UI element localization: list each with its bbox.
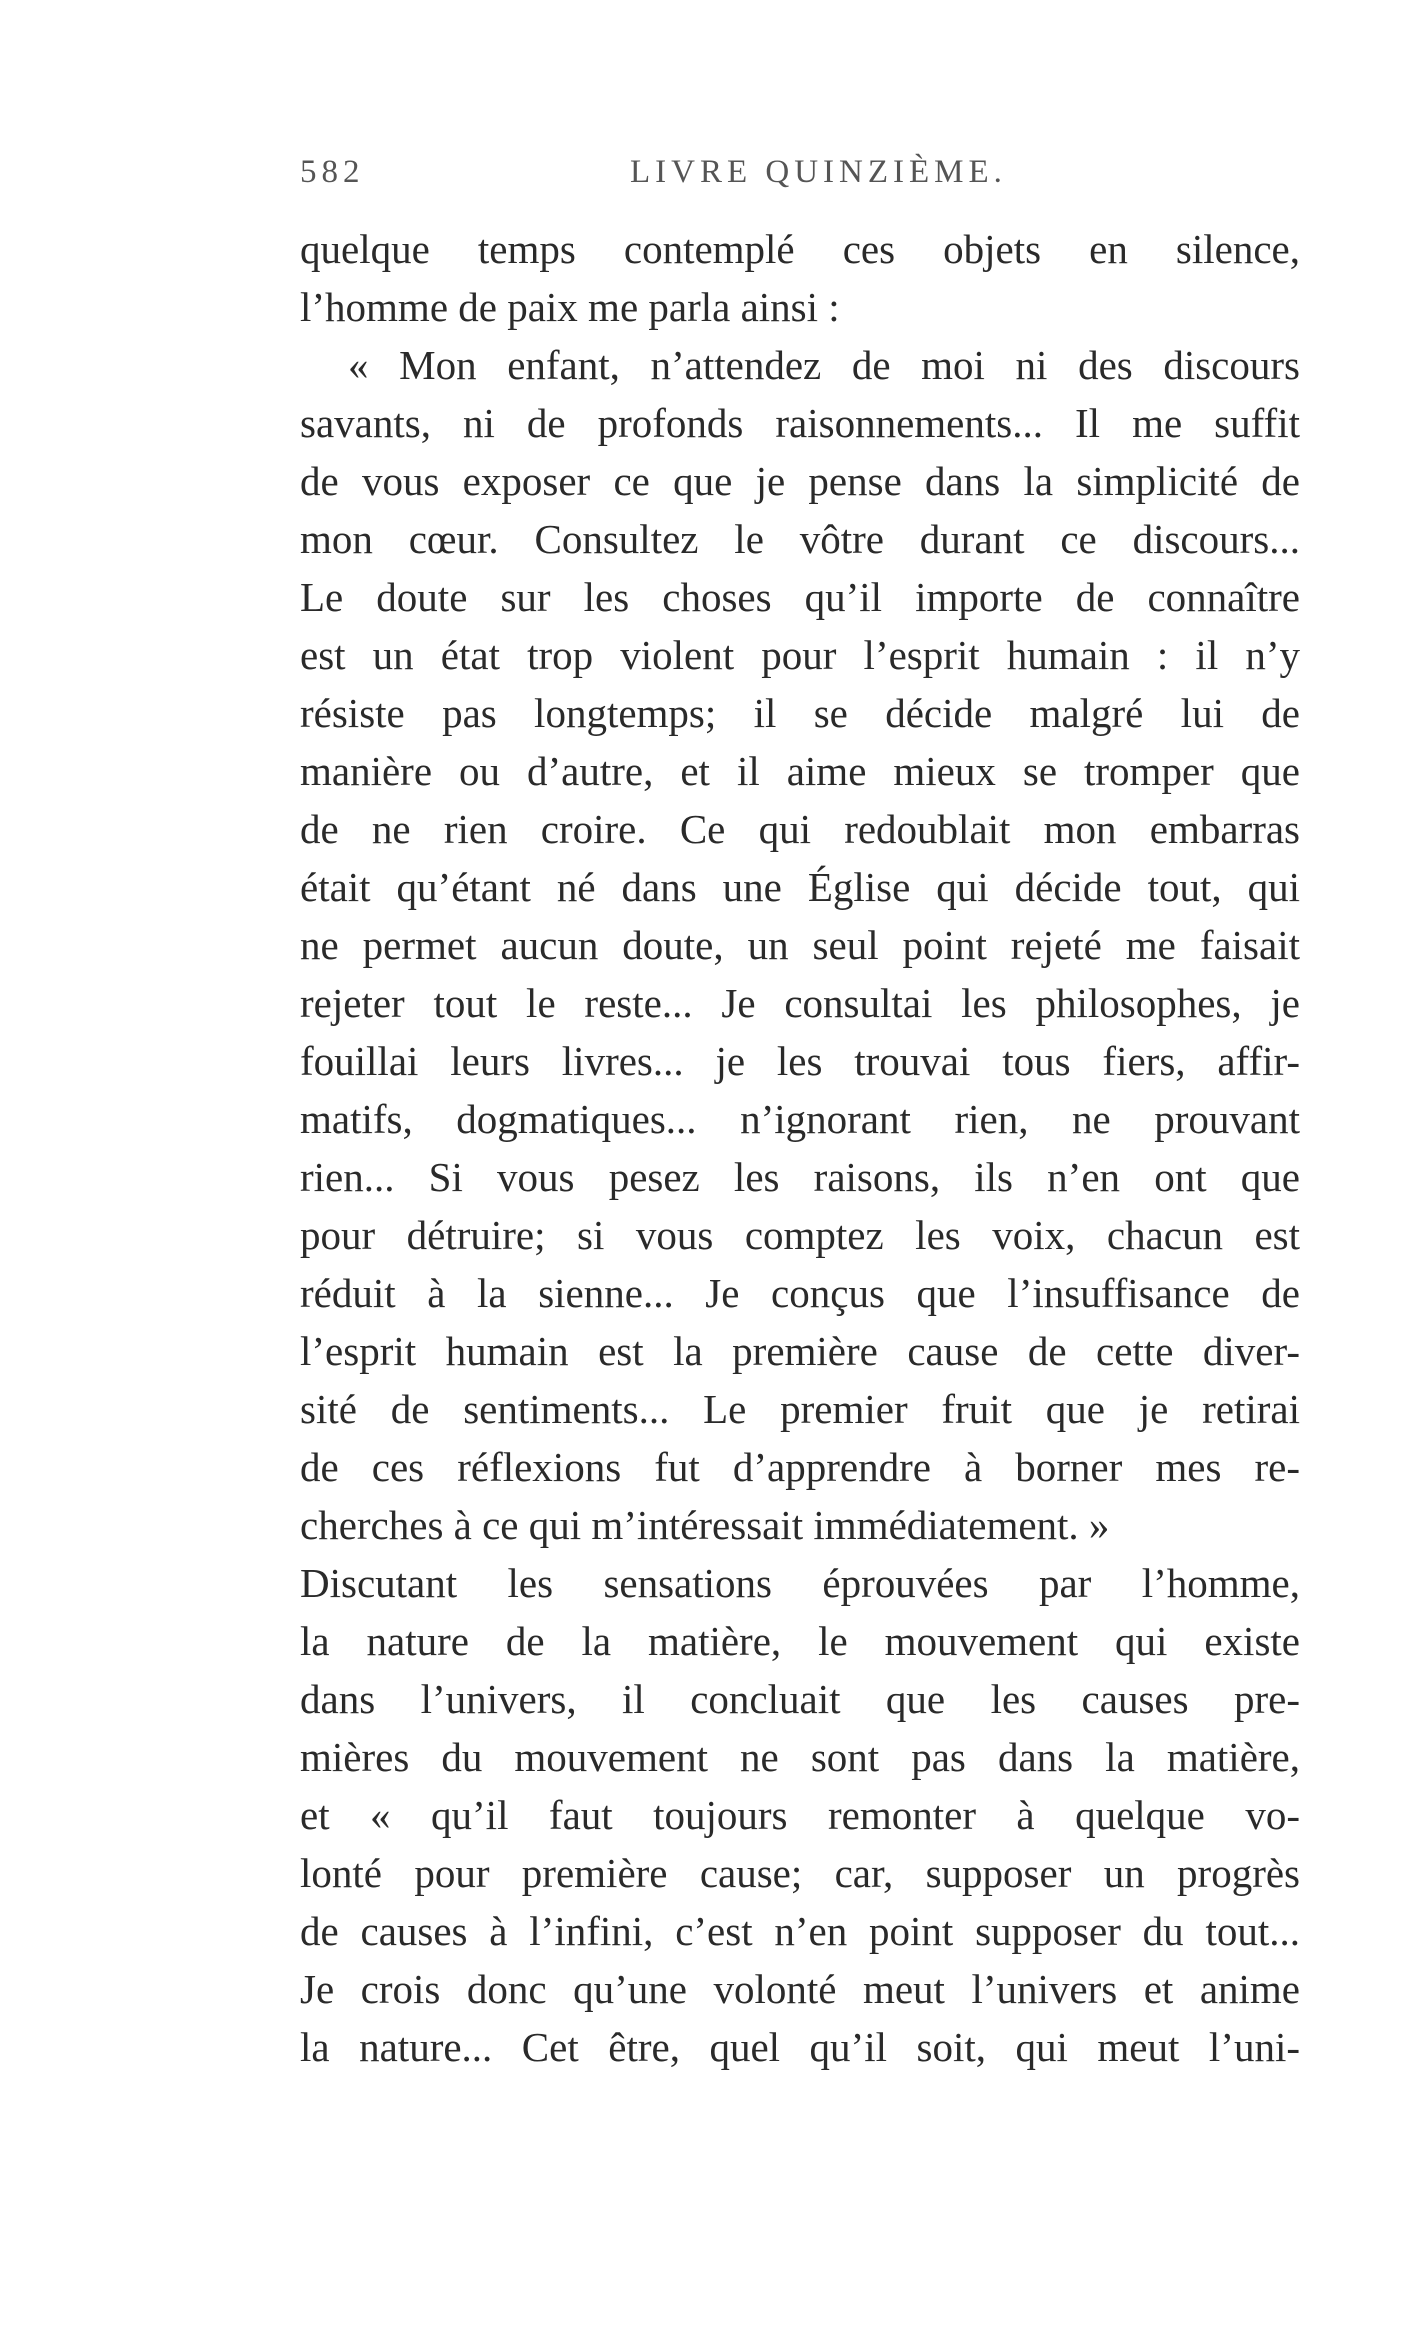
text-line: était qu’étant né dans une Église qui décide tout, qui — [300, 864, 1300, 910]
text-line: Discutant les sensations éprouvées par l’homme, — [300, 1560, 1300, 1606]
text-line: est un état trop violent pour l’esprit humain : il n’y — [300, 632, 1300, 678]
running-title: LIVRE QUINZIÈME. — [630, 154, 1007, 190]
text-line: savants, ni de profonds raisonnements... Il me suffit — [300, 400, 1300, 446]
text-line: fouillai leurs livres... je les trouvai tous fiers, affir- — [300, 1038, 1300, 1084]
text-line: l’homme de paix me parla ainsi : — [300, 284, 840, 330]
text-line: dans l’univers, il concluait que les causes pre- — [300, 1676, 1300, 1722]
text-line: rien... Si vous pesez les raisons, ils n’en ont que — [300, 1154, 1300, 1200]
text-line: « Mon enfant, n’attendez de moi ni des discours — [348, 342, 1300, 388]
text-line: lonté pour première cause; car, supposer un progrès — [300, 1850, 1300, 1896]
text-line: ne permet aucun doute, un seul point rejeté me faisait — [300, 922, 1300, 968]
text-line: pour détruire; si vous comptez les voix, chacun est — [300, 1212, 1300, 1258]
text-line: la nature... Cet être, quel qu’il soit, qui meut l’uni- — [300, 2024, 1300, 2070]
text-line: mières du mouvement ne sont pas dans la matière, — [300, 1734, 1300, 1780]
body-text — [300, 220, 1300, 2076]
text-line: manière ou d’autre, et il aime mieux se tromper que — [300, 748, 1300, 794]
text-line: mon cœur. Consultez le vôtre durant ce discours... — [300, 516, 1300, 562]
text-line: de causes à l’infini, c’est n’en point supposer du tout... — [300, 1908, 1300, 1954]
text-line: quelque temps contemplé ces objets en silence, — [300, 226, 1300, 272]
text-line: la nature de la matière, le mouvement qui existe — [300, 1618, 1300, 1664]
text-line: sité de sentiments... Le premier fruit que je retirai — [300, 1386, 1300, 1432]
text-line: de ces réflexions fut d’apprendre à borner mes re- — [300, 1444, 1300, 1490]
page-number: 582 — [300, 154, 365, 190]
running-head — [300, 154, 1310, 202]
text-line: de vous exposer ce que je pense dans la simplicité de — [300, 458, 1300, 504]
text-line: cherches à ce qui m’intéressait immédiatement. » — [300, 1502, 1110, 1548]
text-line: résiste pas longtemps; il se décide malgré lui de — [300, 690, 1300, 736]
text-line: Je crois donc qu’une volonté meut l’univers et anime — [300, 1966, 1300, 2012]
text-line: matifs, dogmatiques... n’ignorant rien, ne prouvant — [300, 1096, 1300, 1142]
text-line: de ne rien croire. Ce qui redoublait mon embarras — [300, 806, 1300, 852]
text-line: l’esprit humain est la première cause de cette diver- — [300, 1328, 1300, 1374]
text-line: réduit à la sienne... Je conçus que l’insuffisance de — [300, 1270, 1300, 1316]
text-line: et « qu’il faut toujours remonter à quelque vo- — [300, 1792, 1300, 1838]
text-line: rejeter tout le reste... Je consultai les philosophes, je — [300, 980, 1300, 1026]
text-line: Le doute sur les choses qu’il importe de connaître — [300, 574, 1300, 620]
